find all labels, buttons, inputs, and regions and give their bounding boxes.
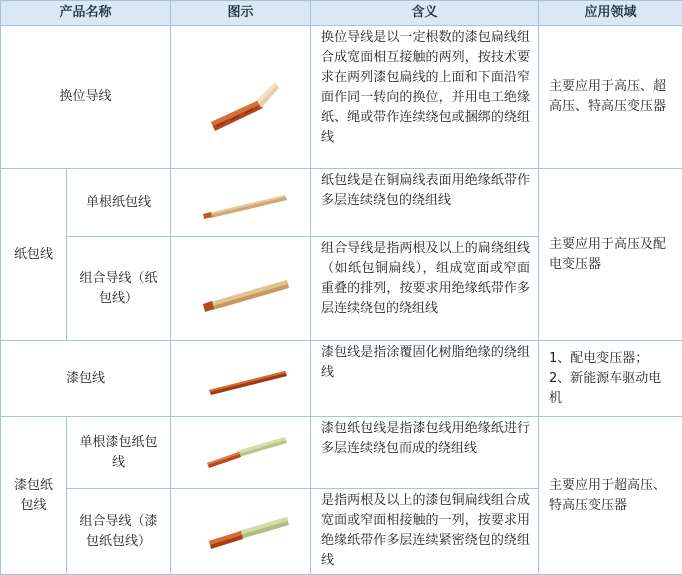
application-field: 1、配电变压器； 2、新能源车驱动电机 <box>539 341 682 417</box>
product-name: 组合导线（漆包纸包线） <box>67 512 170 552</box>
combined-enameled-paper-wire-image <box>171 489 311 575</box>
product-name: 漆包线 <box>58 369 113 389</box>
product-group-name: 漆包纸包线 <box>6 476 62 516</box>
combined-paper-wire-image <box>171 237 311 341</box>
application-field: 主要应用于超高压、特高压变压器 <box>539 417 682 575</box>
product-group-name: 纸包线 <box>6 245 61 265</box>
product-description: 漆包纸包线是指漆包线用绝缘纸进行多层连续绕包而成的绕组线 <box>311 417 539 489</box>
application-field: 主要应用于高压及配电变压器 <box>539 169 682 341</box>
table-row <box>1 341 682 417</box>
header-product-name: 产品名称 <box>1 1 171 26</box>
product-name: 单根纸包线 <box>78 193 159 213</box>
header-meaning: 含义 <box>311 1 539 26</box>
table-row <box>1 169 682 237</box>
application-field: 主要应用于高压、超高压、特高压变压器 <box>539 26 682 169</box>
header-illustration: 图示 <box>171 1 311 26</box>
header-application: 应用领域 <box>539 1 682 26</box>
product-name: 单根漆包纸包线 <box>67 433 170 473</box>
product-description: 是指两根及以上的漆包铜扁线组合成宽面或窄面相接触的一列，按要求用绝缘纸带作多层连续紧密绕包的绕组线 <box>311 489 539 575</box>
table-row <box>1 417 682 489</box>
product-name: 组合导线（纸包线） <box>67 269 170 309</box>
paper-covered-wire-image <box>171 169 311 237</box>
enameled-wire-image <box>171 341 311 417</box>
product-description: 纸包线是在铜扁线表面用绝缘纸带作多层连续绕包的绕组线 <box>311 169 539 237</box>
enameled-paper-wire-image <box>171 417 311 489</box>
product-name: 换位导线 <box>52 87 120 107</box>
header-row <box>1 1 682 26</box>
product-description: 组合导线是指两根及以上的扁绕组线（如纸包铜扁线），组成宽面或窄面重叠的排列，按要求用绝缘纸带作多层连续绕包的绕组线 <box>311 237 539 341</box>
product-description: 换位导线是以一定根数的漆包扁线组合成宽面相互接触的两列，按技术要求在两列漆包扁线的上面和下面沿窄面作同一转向的换位，并用电工绝缘纸、绳或带作连续绕包或捆绑的绕组线 <box>311 26 539 169</box>
table-row <box>1 26 682 169</box>
transposed-conductor-image <box>171 26 311 169</box>
product-description: 漆包线是指涂覆固化树脂绝缘的绕组线 <box>311 341 539 417</box>
